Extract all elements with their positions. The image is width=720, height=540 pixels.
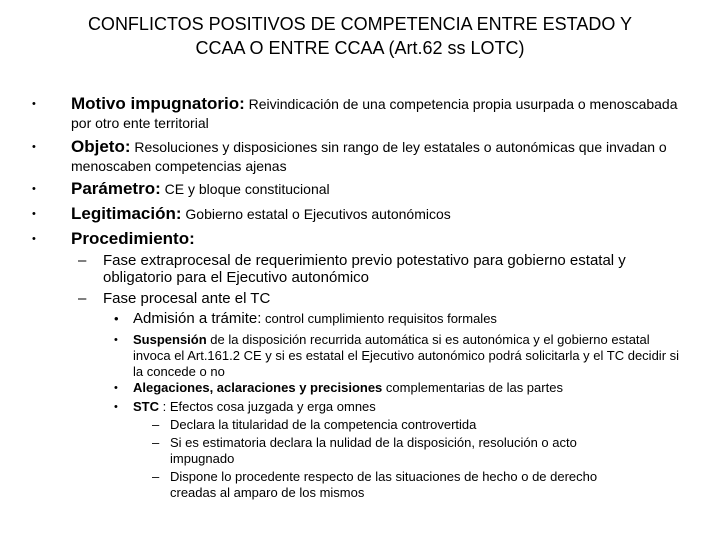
phase-body: : Efectos cosa juzgada y erga omnes <box>159 399 376 414</box>
phase-body: control cumplimiento requisitos formales <box>261 311 497 326</box>
phase-label: Admisión a trámite: <box>133 310 262 327</box>
bullet-label: Procedimiento: <box>71 229 195 248</box>
dash-marker: – <box>152 469 160 484</box>
bullet-marker: • <box>32 141 36 153</box>
bullet-marker: • <box>114 382 118 394</box>
dash-marker: – <box>152 435 160 450</box>
procedure-item-text: Fase extraprocesal de requerimiento previo potestativo para gobierno estatal y obligatorio para el Ejecutivo autonómico <box>103 252 626 286</box>
phase-label: STC <box>133 399 159 414</box>
bullet-label: Parámetro: <box>71 179 161 198</box>
bullet-label: Objeto: <box>71 137 131 156</box>
bullet-marker: • <box>32 183 36 195</box>
bullet-marker: • <box>32 208 36 220</box>
dash-marker: – <box>78 290 87 307</box>
title-line-1: CONFLICTOS POSITIVOS DE COMPETENCIA ENTRE ESTADO Y <box>87 14 633 34</box>
stc-effect-text: Declara la titularidad de la competencia controvertida <box>170 417 477 432</box>
phase-text <box>133 311 685 327</box>
bullet-marker: • <box>32 233 36 245</box>
bullet-marker: • <box>114 401 118 413</box>
bullet-marker: • <box>114 334 118 346</box>
bullet-text <box>71 205 686 224</box>
bullet-text <box>71 95 686 133</box>
stc-effect-text: Si es estimatoria declara la nulidad de la disposición, resolución o acto impugnado <box>170 435 577 466</box>
bullet-text <box>71 180 686 199</box>
title-line-2: CCAA O ENTRE CCAA (Art.62 ss LOTC) <box>195 38 525 58</box>
dash-marker: – <box>78 252 87 269</box>
bullet-text <box>71 230 686 249</box>
phase-body: complementarias de las partes <box>382 380 563 395</box>
phase-label: Suspensión <box>133 332 207 347</box>
phase-label: Alegaciones, aclaraciones y precisiones <box>133 380 383 395</box>
bullet-body: CE y bloque constitucional <box>160 181 330 197</box>
bullet-text <box>71 138 686 176</box>
stc-effect-text: Dispone lo procedente respecto de las situaciones de hecho o de derecho creadas al amparo de los mismos <box>170 469 598 500</box>
dash-marker: – <box>152 417 160 432</box>
procedure-item-text: Fase procesal ante el TC <box>103 290 271 307</box>
phase-text <box>133 399 685 415</box>
phase-text <box>133 380 685 396</box>
bullet-marker: • <box>32 98 36 110</box>
bullet-body: Reivindicación de una competencia propia usurpada o menoscabada por otro ente territorial <box>71 96 678 131</box>
bullet-label: Motivo impugnatorio: <box>71 94 245 113</box>
bullet-label: Legitimación: <box>71 204 182 223</box>
bullet-marker: • <box>114 311 119 326</box>
bullet-body: Resoluciones y disposiciones sin rango de ley estatales o autonómicas que invadan o menoscaben competencias ajenas <box>71 139 667 174</box>
slide-title <box>40 12 680 60</box>
phase-text <box>133 332 685 380</box>
phase-body: de la disposición recurrida automática si es autonómica y el gobierno estatal invoca el Art.161.2 CE y si es estatal el Ejecutivo autonómico podrá solicitarla y el TC decidir si la concede o no <box>133 332 680 379</box>
bullet-body: Gobierno estatal o Ejecutivos autonómicos <box>181 206 451 222</box>
